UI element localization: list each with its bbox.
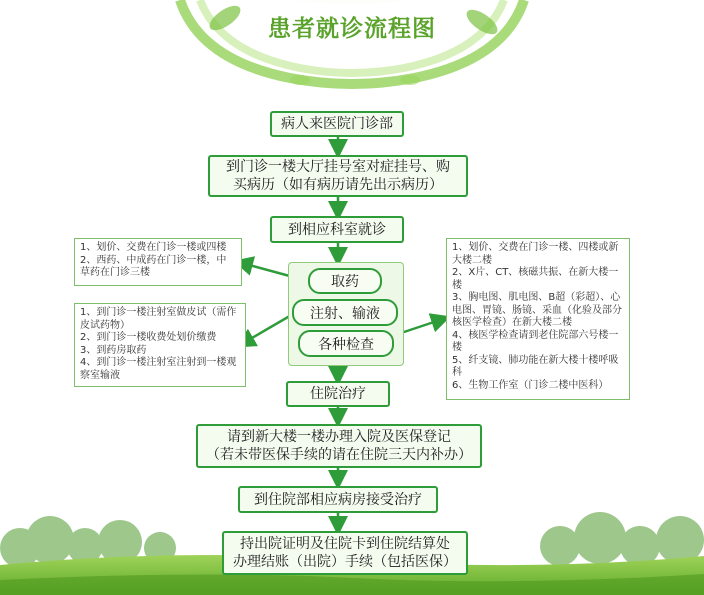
- step-admission: [196, 424, 482, 468]
- step-discharge: [222, 531, 468, 575]
- branch-injection-label: 注射、输液: [310, 305, 380, 322]
- step-discharge-line1: 持出院证明及住院卡到住院结算处: [240, 536, 450, 552]
- note-examination-item: 5、纤支镜、肺功能在新大楼十楼呼吸科: [452, 354, 619, 378]
- note-injection: [74, 303, 246, 387]
- step-admission-line1: 请到新大楼一楼办理入院及医保登记: [227, 429, 451, 445]
- note-injection-item: 1、到门诊一楼注射室做皮试（需作皮试药物）: [80, 307, 237, 331]
- branch-medicine-label: 取药: [331, 274, 359, 290]
- step-consult: [270, 216, 404, 243]
- branch-injection: [292, 299, 398, 326]
- step-discharge-line2: 办理结账（出院）手续（包括医保）: [233, 554, 457, 570]
- note-examination-item: 2、X片、CT、核磁共振、在新大楼一楼: [452, 267, 619, 291]
- note-medicine-item: 2、西药、中成药在门诊一楼，中草药在门诊三楼: [80, 254, 227, 278]
- step-consult-label: 到相应科室就诊: [288, 221, 386, 238]
- note-injection-item: 3、到药房取药: [80, 344, 147, 356]
- note-injection-item: 2、到门诊一楼收费处划价缴费: [80, 332, 217, 343]
- step-hospitalize-label: 住院治疗: [310, 386, 366, 402]
- branch-medicine: [308, 268, 382, 294]
- note-medicine: [74, 238, 242, 286]
- page-title: 患者就诊流程图: [268, 16, 436, 42]
- step-register-line2: 买病历（如有病历请先出示病历）: [233, 177, 443, 193]
- step-admission-line2: （若未带医保手续的请在住院三天内补办）: [206, 447, 472, 463]
- note-examination: [446, 238, 630, 400]
- step-hospitalize: [286, 381, 390, 407]
- note-examination-item: 6、生物工作室（门诊二楼中医科）: [452, 379, 609, 391]
- step-register-line1: 到门诊一楼大厅挂号室对症挂号、购: [226, 159, 450, 175]
- note-injection-item: 4、到门诊一楼注射室注射到一楼观察室输液: [80, 357, 237, 381]
- step-arrive-label: 病人来医院门诊部: [281, 116, 393, 132]
- note-medicine-item: 1、划价、交费在门诊一楼或四楼: [80, 242, 227, 253]
- step-register: [208, 155, 468, 197]
- branch-examination: [298, 330, 394, 357]
- note-examination-item: 1、划价、交费在门诊一楼、四楼或新大楼二楼: [452, 242, 619, 266]
- step-ward-label: 到住院部相应病房接受治疗: [254, 491, 422, 508]
- note-examination-item: 4、核医学检查请到老住院部六号楼一楼: [452, 329, 619, 353]
- step-arrive: [270, 111, 404, 137]
- branch-examination-label: 各种检查: [318, 336, 374, 353]
- note-examination-item: 3、胸电图、肌电图、B超（彩超）、心电图、胃镜、肠镜、采血（化验及部分核医学检查）在新大楼二楼: [452, 292, 622, 328]
- step-ward: [238, 486, 438, 513]
